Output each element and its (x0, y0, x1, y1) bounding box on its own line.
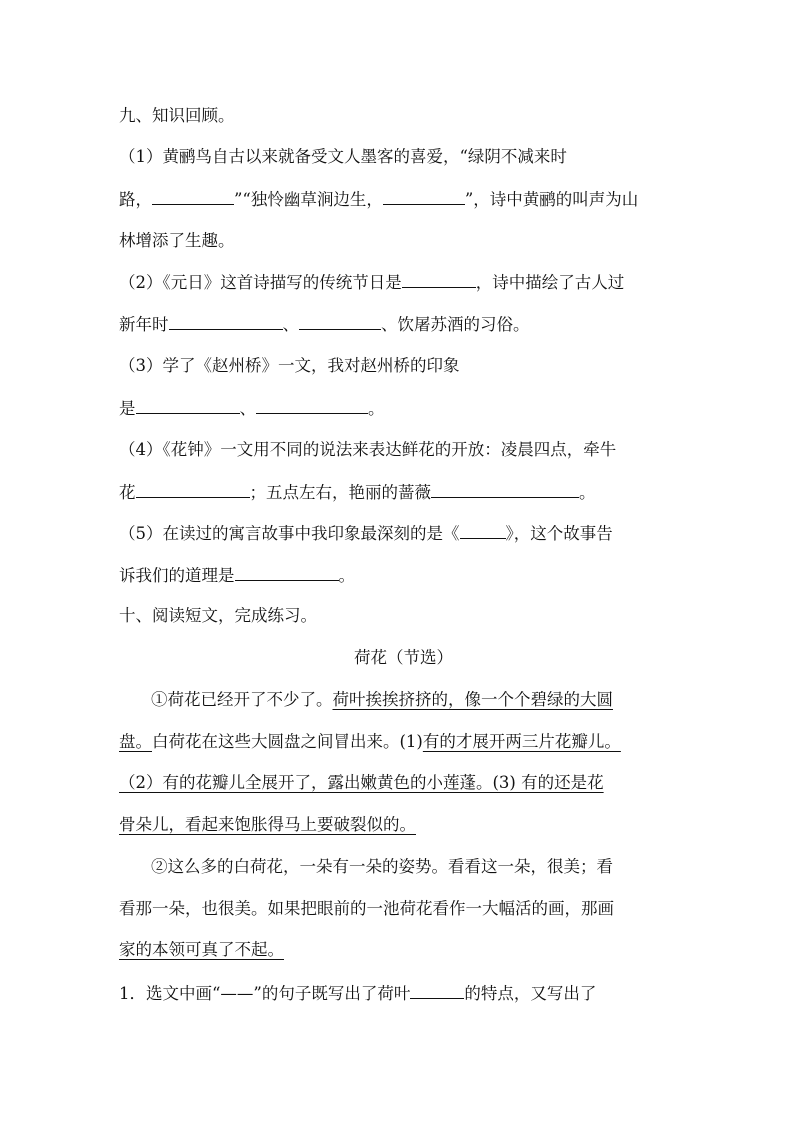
q2-text-a: （2）《元日》这首诗描写的传统节日是 (119, 273, 402, 292)
q2-line-2 (119, 313, 530, 336)
q2-text-c: 新年时 (119, 315, 169, 334)
p1-underlined-a: 荷叶挨挨挤挤的，像一个个碧绿的大圆 (332, 690, 613, 709)
p1-text-b: 白荷花在这些大圆盘之间冒出来。(1) (152, 732, 423, 751)
p1-text-a: ①荷花已经开了不少了。 (151, 690, 333, 709)
q3-text-b: 、 (239, 399, 256, 418)
q5-line-1 (119, 522, 613, 545)
q4-text-b: ；五点左右，艳丽的蔷薇 (249, 483, 431, 502)
q3-line-2 (119, 397, 385, 420)
q2-blank-1[interactable] (402, 271, 476, 288)
q2-line-1 (119, 271, 624, 294)
q3-text-c: 。 (368, 399, 385, 418)
passage-title: 荷花（节选） (354, 648, 453, 667)
p1-line-3 (119, 772, 604, 794)
q5-text-c: 诉我们的道理是 (119, 566, 235, 585)
q2-blank-2[interactable] (169, 313, 283, 330)
p2-line-3 (119, 939, 284, 961)
p1-underlined-e: (3) 有的还是花 (492, 773, 604, 792)
q3-blank-1[interactable] (136, 397, 240, 414)
p1-underlined-d: （2）有的花瓣儿全展开了，露出嫩黄色的小莲蓬。 (119, 773, 493, 792)
q5-line-2 (119, 564, 355, 587)
q2-text-d: 、 (282, 315, 299, 334)
q4-text-a: 花 (119, 483, 136, 502)
q5-blank-2[interactable] (235, 564, 339, 581)
q5-text-b: 》，这个故事告 (505, 524, 613, 543)
section-10-heading: 十、阅读短文，完成练习。 (119, 606, 317, 625)
q4-blank-1[interactable] (136, 481, 250, 498)
q1-text-b: ”“独怜幽草涧边生， (234, 190, 383, 209)
q3-blank-2[interactable] (256, 397, 368, 414)
p1-underlined-f: 骨朵儿，看起来饱胀得马上要破裂似的。 (119, 815, 416, 834)
p1-underlined-c: 有的才展开两三片花瓣儿。 (422, 732, 621, 751)
q1-blank-1[interactable] (152, 188, 234, 205)
q5-blank-1[interactable] (460, 522, 506, 539)
q4-text-c: 。 (579, 483, 596, 502)
p1-underlined-b: 盘。 (119, 732, 152, 751)
question-1-line (119, 982, 596, 1005)
p2-underlined: 家的本领可真了不起。 (119, 940, 284, 959)
q5-text-a: （5）在读过的寓言故事中我印象最深刻的是《 (119, 524, 460, 543)
question-1-blank[interactable] (410, 982, 464, 999)
question-1-text-a: 1．选文中画“——”的句子既写出了荷叶 (119, 984, 411, 1003)
q5-text-d: 。 (338, 566, 355, 585)
q1-line-2 (119, 188, 638, 211)
p1-line-2 (119, 731, 621, 753)
q1-text-a: 路， (119, 190, 152, 209)
q3-text-a: 是 (119, 399, 136, 418)
q4-blank-2[interactable] (431, 481, 579, 498)
p1-line-1 (151, 689, 613, 711)
section-9-heading: 九、知识回顾。 (119, 106, 235, 125)
p2-line-2: 看那一朵，也很美。如果把眼前的一池荷花看作一大幅活的画，那画 (119, 899, 614, 918)
question-1-text-b: 的特点，又写出了 (464, 984, 597, 1003)
q2-blank-3[interactable] (299, 313, 381, 330)
q2-text-e: 、饮屠苏酒的习俗。 (381, 315, 530, 334)
q3-line-1: （3）学了《赵州桥》一文，我对赵州桥的印象 (119, 356, 460, 375)
q4-line-2 (119, 481, 596, 504)
q2-text-b: ，诗中描绘了古人过 (475, 273, 625, 292)
p2-line-1: ②这么多的白荷花，一朵有一朵的姿势。看看这一朵，很美；看 (151, 857, 613, 876)
q1-line-3: 林增添了生趣。 (119, 231, 235, 250)
p1-line-4 (119, 814, 416, 836)
q4-line-1: （4）《花钟》一文用不同的说法来表达鲜花的开放：凌晨四点，牵牛 (119, 440, 617, 459)
q1-line-1: （1）黄鹂鸟自古以来就备受文人墨客的喜爱，“绿阴不减来时 (119, 147, 567, 166)
q1-text-c: ”，诗中黄鹂的叫声为山 (464, 190, 639, 209)
q1-blank-2[interactable] (383, 188, 465, 205)
